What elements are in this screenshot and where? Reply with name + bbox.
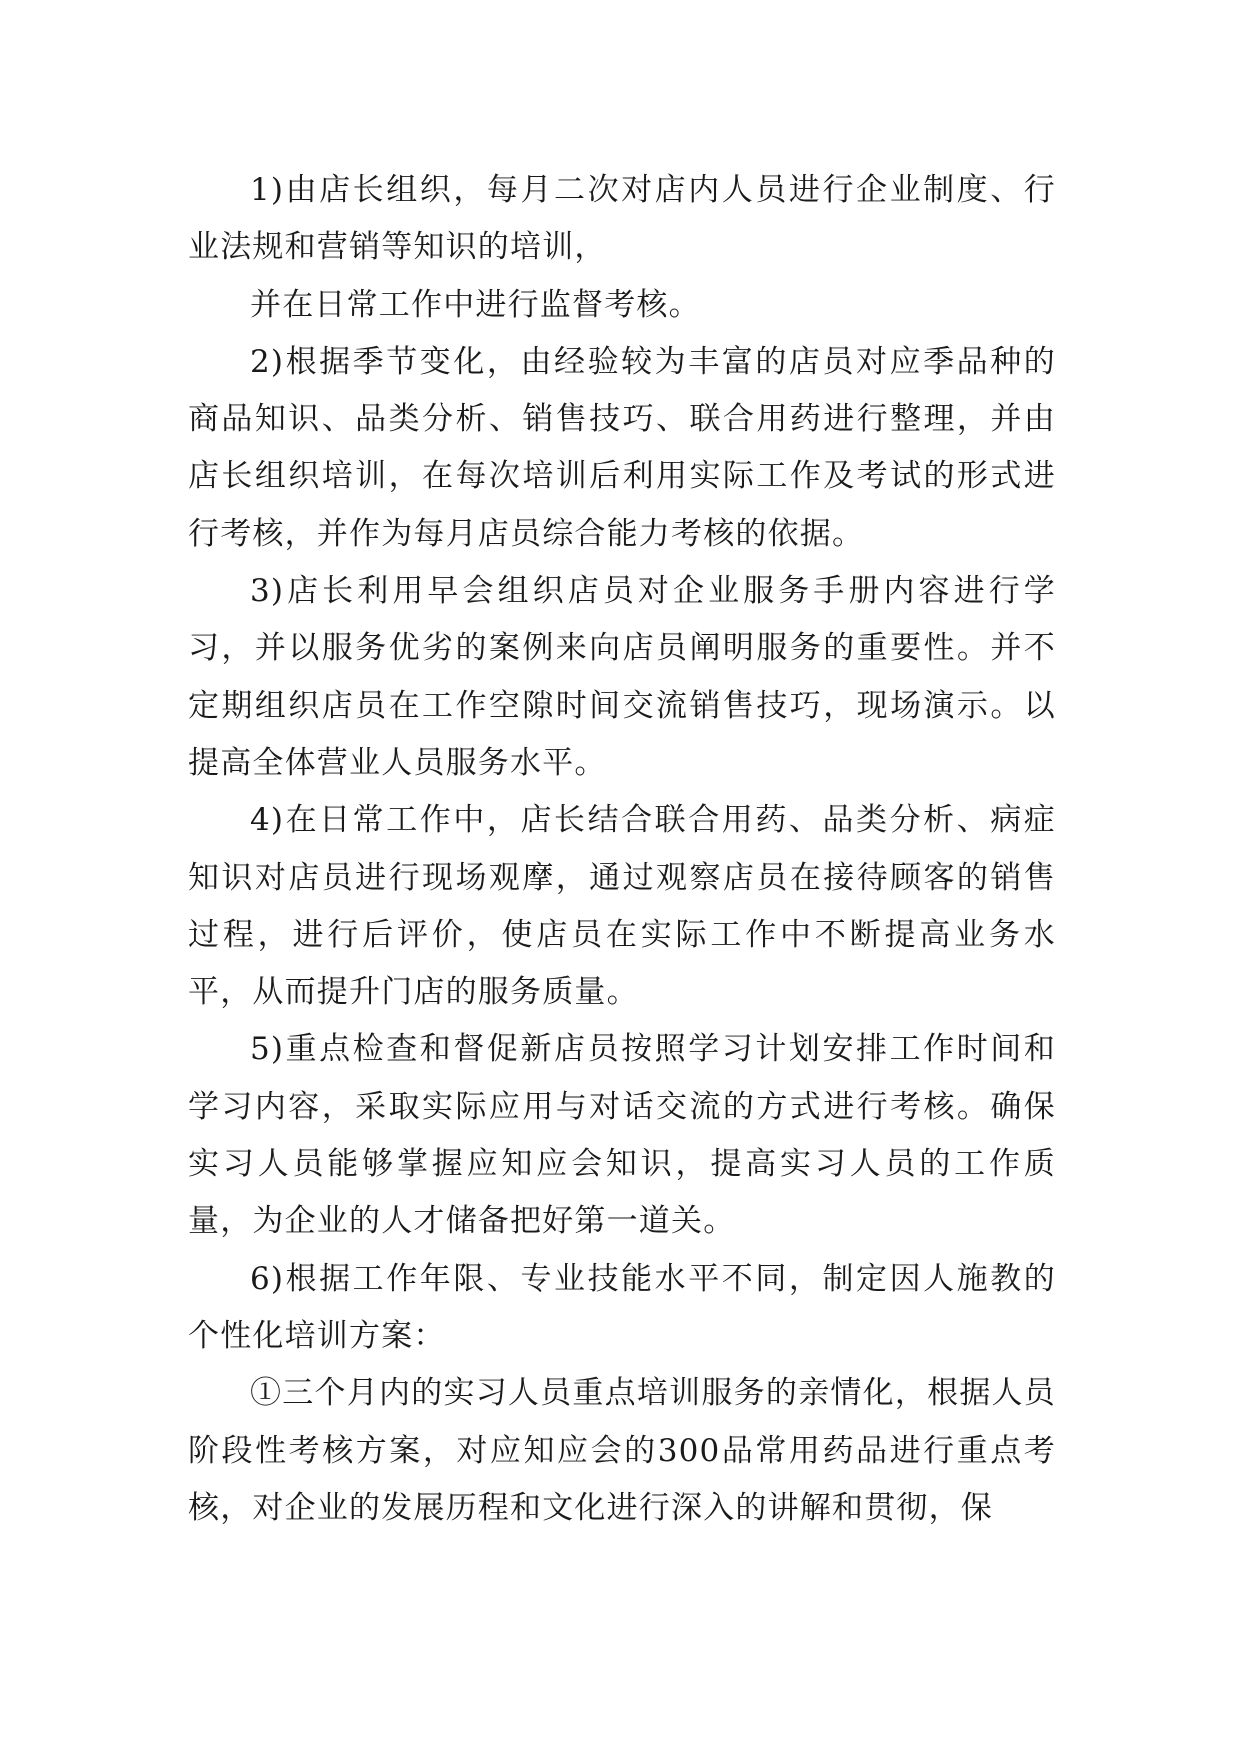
paragraph-6: 5)重点检查和督促新店员按照学习计划安排工作时间和学习内容，采取实际应用与对话交流的方式进行考核。确保实习人员能够掌握应知应会知识，提高实习人员的工作质量，为企业的人才储备把好第一道关。 (188, 1031, 1056, 1240)
paragraph-2: 并在日常工作中进行监督考核。 (250, 286, 701, 323)
document-body (188, 162, 1056, 1537)
paragraph-4: 3)店长利用早会组织店员对企业服务手册内容进行学习，并以服务优劣的案例来向店员阐明服务的重要性。并不定期组织店员在工作空隙时间交流销售技巧，现场演示。以提高全体营业人员服务水平。 (188, 573, 1056, 781)
paragraph-7: 6)根据工作年限、专业技能水平不同，制定因人施教的个性化培训方案： (188, 1260, 1056, 1354)
paragraph-1: 1)由店长组织，每月二次对店内人员进行企业制度、行业法规和营销等知识的培训， (188, 172, 1056, 266)
paragraph-5: 4)在日常工作中，店长结合联合用药、品类分析、病症知识对店员进行现场观摩，通过观察店员在接待顾客的销售过程，进行后评价，使店员在实际工作中不断提高业务水平，从而提升门店的服务质量。 (188, 802, 1056, 1011)
paragraph-8: ①三个月内的实习人员重点培训服务的亲情化，根据人员阶段性考核方案，对应知应会的300品常用药品进行重点考核，对企业的发展历程和文化进行深入的讲解和贯彻，保 (188, 1375, 1056, 1526)
paragraph-3: 2)根据季节变化，由经验较为丰富的店员对应季品种的商品知识、品类分析、销售技巧、联合用药进行整理，并由店长组织培训，在每次培训后利用实际工作及考试的形式进行考核，并作为每月店员综合能力考核的依据。 (188, 343, 1056, 552)
